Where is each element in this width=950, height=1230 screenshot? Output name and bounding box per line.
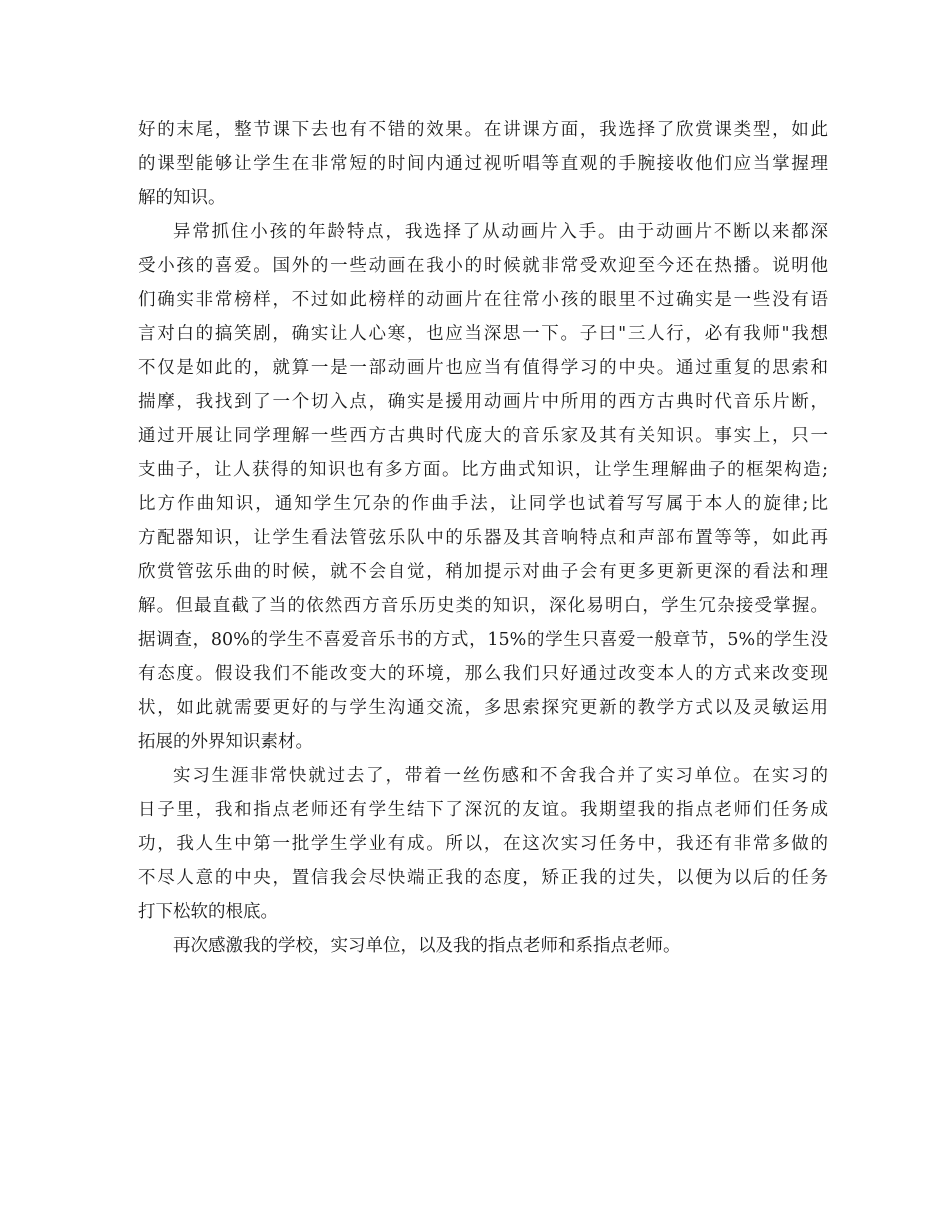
text-line: 不尽人意的中央，置信我会尽快端正我的态度，矫正我的过失，以便为以后的任务 (138, 868, 828, 888)
paragraph (138, 929, 828, 963)
text-line: 言对白的搞笑剧，确实让人心寒，也应当深思一下。子曰"三人行，必有我师"我想 (138, 324, 828, 344)
text-line: 解。但最直截了当的依然西方音乐历史类的知识，深化易明白，学生冗杂接受掌握。 (138, 596, 828, 616)
text-line: 们确实非常榜样，不过如此榜样的动画片在往常小孩的眼里不过确实是一些没有语 (138, 290, 828, 310)
text-line: 的课型能够让学生在非常短的时间内通过视听唱等直观的手腕接收他们应当掌握理 (138, 154, 828, 174)
text-line: 揣摩，我找到了一个切入点，确实是援用动画片中所用的西方古典时代音乐片断， (138, 392, 828, 412)
paragraph (138, 113, 828, 215)
paragraph (138, 215, 828, 759)
text-line: 日子里，我和指点老师还有学生结下了深沉的友谊。我期望我的指点老师们任务成 (138, 800, 828, 820)
text-line: 通过开展让同学理解一些西方古典时代庞大的音乐家及其有关知识。事实上，只一 (138, 426, 828, 446)
text-line: 比方作曲知识，通知学生冗杂的作曲手法，让同学也试着写写属于本人的旋律;比 (138, 494, 828, 514)
text-line: 受小孩的喜爱。国外的一些动画在我小的时候就非常受欢迎至今还在热播。说明他 (138, 256, 828, 276)
text-line: 据调查，80%的学生不喜爱音乐书的方式，15%的学生只喜爱一般章节，5%的学生没 (138, 630, 828, 650)
text-line: 再次感激我的学校，实习单位，以及我的指点老师和系指点老师。 (173, 936, 681, 956)
text-line: 功，我人生中第一批学生学业有成。所以，在这次实习任务中，我还有非常多做的 (138, 834, 828, 854)
text-line: 状，如此就需要更好的与学生沟通交流，多思索探究更新的教学方式以及灵敏运用 (138, 698, 828, 718)
text-line: 欣赏管弦乐曲的时候，就不会自觉，稍加提示对曲子会有更多更新更深的看法和理 (138, 562, 828, 582)
text-line: 方配器知识，让学生看法管弦乐队中的乐器及其音响特点和声部布置等等，如此再 (138, 528, 828, 548)
text-line: 支曲子，让人获得的知识也有多方面。比方曲式知识，让学生理解曲子的框架构造; (138, 460, 828, 480)
text-line: 拓展的外界知识素材。 (138, 732, 313, 752)
text-line: 好的末尾，整节课下去也有不错的效果。在讲课方面，我选择了欣赏课类型，如此 (138, 120, 828, 140)
text-line: 有态度。假设我们不能改变大的环境，那么我们只好通过改变本人的方式来改变现 (138, 664, 828, 684)
document-body (138, 113, 828, 963)
text-line: 解的知识。 (138, 188, 226, 208)
text-line: 异常抓住小孩的年龄特点，我选择了从动画片入手。由于动画片不断以来都深 (173, 222, 828, 242)
paragraph (138, 759, 828, 929)
text-line: 不仅是如此的，就算一是一部动画片也应当有值得学习的中央。通过重复的思索和 (138, 358, 828, 378)
text-line: 打下松软的根底。 (138, 902, 278, 922)
text-line: 实习生涯非常快就过去了，带着一丝伤感和不舍我合并了实习单位。在实习的 (173, 766, 828, 786)
